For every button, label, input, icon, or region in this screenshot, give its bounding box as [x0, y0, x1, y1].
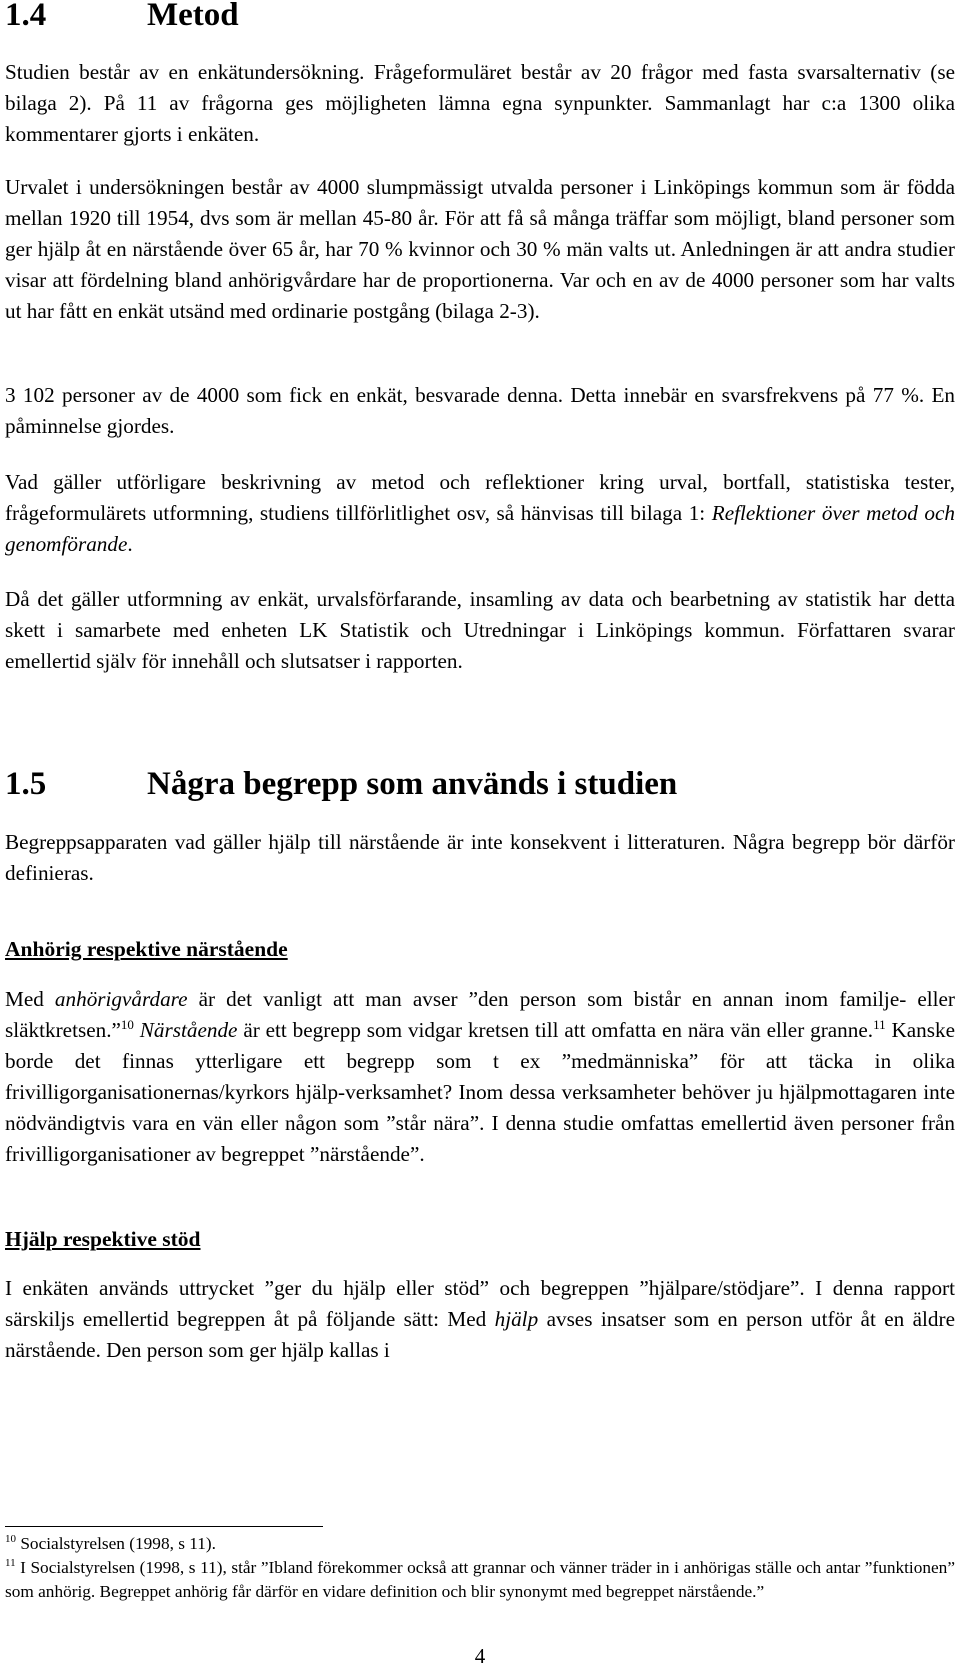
paragraph-text: Kanske borde det finnas ytterligare ett begrepp som t ex ”medmänniska” för att täcka in olika frivilligorganisationernas/kyrkors hjälp-verksamhet? Inom dessa verksamheter behöver ju hjälpmottagaren inte nödvändigtvis vara en vän eller någon som ”står nära”. I denna studie omfattas emellertid även personer från frivilligorganisationer av begreppet ”närstående”.	[5, 1018, 955, 1166]
footnote-number: 10	[5, 1533, 16, 1545]
paragraph-collaboration: Då det gäller utformning av enkät, urvalsförfarande, insamling av data och bearbetning av statistik har detta skett i samarbete med enheten LK Statistik och Utredningar i Linköpings kommun. Författaren svarar emellertid själv för innehåll och slutsatser i rapporten.	[5, 587, 955, 673]
section-title: Metod	[147, 0, 239, 33]
paragraph-text: avses insatser som en person utför åt en äldre närstående. Den person som ger hjälp kallas i	[5, 1307, 955, 1362]
term-italic: Närstående	[139, 1018, 238, 1042]
paragraph-text: .	[127, 532, 133, 556]
paragraph-method-intro: Studien består av en enkätundersökning. Frågeformuläret består av 20 frågor med fasta svarsalternativ (se bilaga 2). På 11 av frågorna ges möjligheten lämna egna synpunkter. Sammanlagt har c:a 1300 olika kommentarer gjorts i enkäten.	[5, 60, 955, 146]
paragraph-text: Vad gäller utförligare beskrivning av metod och reflektioner kring urval, bortfall, statistiska tester, frågeformulärets utformning, studiens tillförlitlighet osv, så hänvisas till bilaga 1:	[5, 470, 955, 525]
term-italic: anhörigvårdare	[54, 987, 188, 1011]
subheading-text: Anhörig respektive närstående	[5, 937, 288, 961]
footnote-text: Socialstyrelsen (1998, s 11).	[16, 1534, 216, 1553]
footnote-number: 11	[5, 1557, 16, 1569]
section-number: 1.5	[5, 766, 47, 802]
footnote-separator	[5, 1526, 323, 1527]
paragraph-text: I enkäten används uttrycket ”ger du hjälp eller stöd” och begreppen ”hjälpare/stödjare”. I denna rapport särskiljs emellertid begreppen åt på följande sätt: Med	[5, 1276, 955, 1331]
footnote-ref[interactable]: 11	[873, 1017, 886, 1032]
paragraph-anhorig	[5, 984, 955, 1170]
footnote-text: I Socialstyrelsen (1998, s 11), står ”Ibland förekommer också att grannar och vänner träder in i anhörigas ställe och antar ”funktionen” som anhörig. Begreppet anhörig får därför en vidare definition och blir synonymt med begreppet närstående.”	[5, 1558, 955, 1601]
page-number: 4	[474, 1644, 486, 1668]
subheading-text: Hjälp respektive stöd	[5, 1227, 201, 1251]
paragraph-text: Med	[5, 987, 55, 1011]
appendix-title: Reflektioner över metod och genomförande	[5, 501, 955, 556]
section-number: 1.4	[5, 0, 47, 33]
paragraph-response-rate: 3 102 personer av de 4000 som fick en enkät, besvarade denna. Detta innebär en svarsfrekvens på 77 %. En påminnelse gjordes.	[5, 383, 955, 438]
paragraph-sample: Urvalet i undersökningen består av 4000 slumpmässigt utvalda personer i Linköpings kommun som är födda mellan 1920 till 1954, dvs som är mellan 45-80 år. För att få så många träffar som möjligt, bland personer som ger hjälp åt en närstående över 65 år, har 70 % kvinnor och 30 % män valts ut. Anledningen är att andra studier visar att fördelning bland anhörigvårdare har de proportionerna. Var och en av de 4000 personer som har valts ut har fått en enkät utsänd med ordinarie postgång (bilaga 2-3).	[5, 175, 955, 323]
paragraph-hjalp	[5, 1273, 955, 1366]
footnote-11	[5, 1556, 955, 1604]
subheading-hjalp	[5, 1226, 955, 1252]
subheading-anhorig	[5, 936, 955, 962]
section-heading-1-5	[5, 765, 955, 803]
paragraph-method-reference	[5, 467, 955, 560]
footnote-10	[5, 1532, 955, 1556]
paragraph-text: är ett begrepp som vidgar kretsen till att omfatta en nära vän eller granne.	[237, 1018, 874, 1042]
section-heading-1-4	[5, 0, 955, 34]
paragraph-concepts-intro: Begreppsapparaten vad gäller hjälp till närstående är inte konsekvent i litteraturen. Några begrepp bör därför definieras.	[5, 830, 955, 885]
paragraph-text: är det vanligt att man avser ”den person som bistår en annan inom familje- eller släktkretsen.”	[5, 987, 955, 1042]
section-title: Några begrepp som används i studien	[147, 766, 678, 802]
term-italic: hjälp	[494, 1307, 539, 1331]
footnote-ref[interactable]: 10	[120, 1017, 134, 1032]
